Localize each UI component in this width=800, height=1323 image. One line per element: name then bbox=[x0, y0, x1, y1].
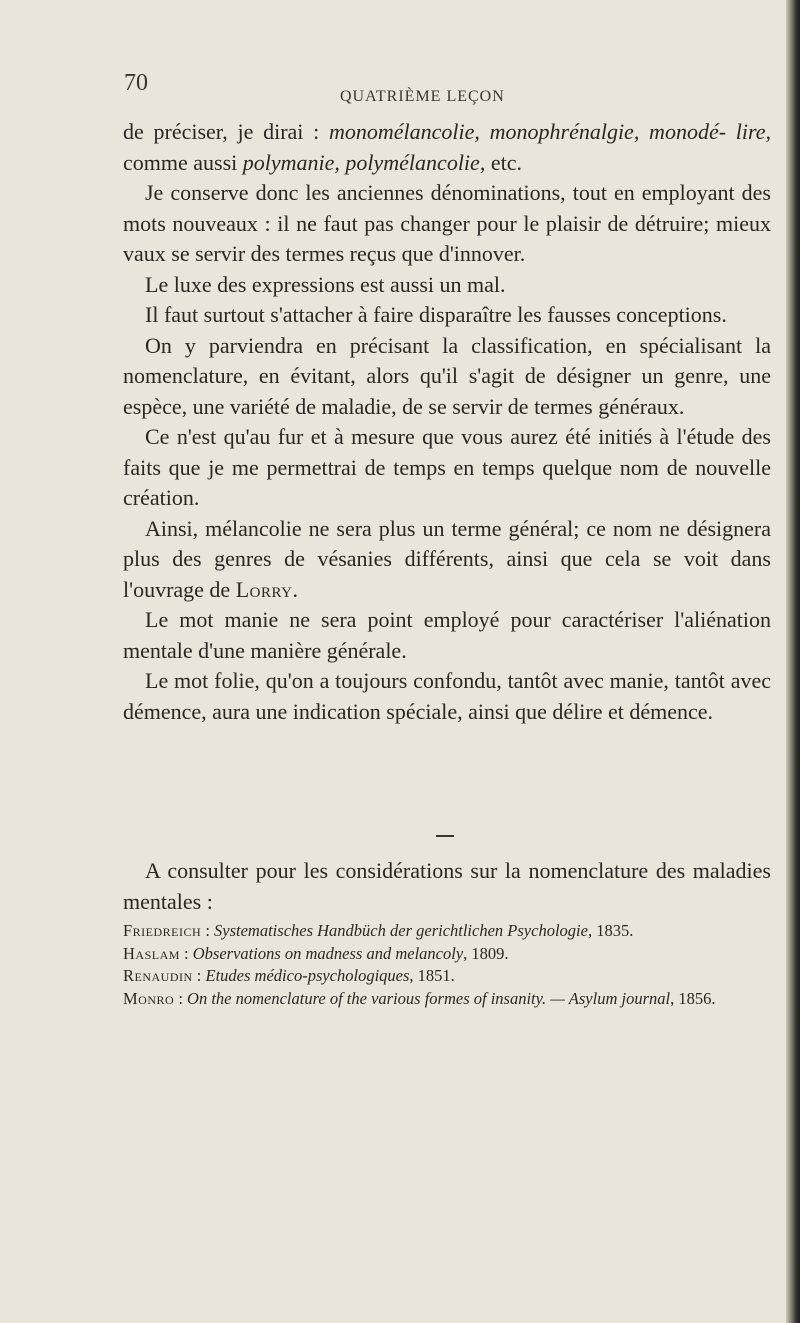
paragraph-7-text-b: . bbox=[292, 576, 298, 602]
reference-author: Haslam bbox=[123, 943, 180, 963]
paragraph-1-term-2: polymanie, polymélancolie bbox=[242, 149, 480, 175]
reference-item bbox=[123, 965, 773, 988]
references-intro bbox=[123, 856, 771, 917]
reference-title: Systematisches Handbüch der gerichtlichen Psychologie bbox=[214, 921, 588, 940]
reference-author: Monro bbox=[123, 988, 175, 1008]
reference-author: Friedreich bbox=[123, 921, 202, 940]
paragraph-1 bbox=[123, 117, 771, 178]
reference-author: Renaudin bbox=[123, 966, 193, 985]
references-list bbox=[123, 920, 773, 1010]
reference-separator: : bbox=[196, 966, 202, 985]
reference-separator: : bbox=[205, 921, 210, 940]
reference-title: Etudes médico-psychologiques bbox=[205, 966, 410, 985]
paragraph-7-text-a: Ainsi, mélancolie ne sera plus un terme général; ce nom ne désignera plus des genres de vésanies différents, ainsi que cela se voit dans l'ouvrage de bbox=[123, 515, 771, 602]
reference-item bbox=[123, 988, 773, 1011]
reference-detail: , 1809. bbox=[463, 943, 509, 963]
page-number: 70 bbox=[124, 70, 148, 96]
reference-item bbox=[123, 943, 773, 966]
section-separator bbox=[436, 835, 454, 837]
paragraph-1-text-b: comme aussi bbox=[123, 149, 243, 175]
reference-detail: , 1856. bbox=[670, 988, 716, 1008]
reference-item bbox=[123, 920, 773, 943]
paragraph-1-text-c: , etc. bbox=[479, 149, 522, 175]
author-name-lorry: Lorry bbox=[235, 576, 293, 602]
paragraph-6: Ce n'est qu'au fur et à mesure que vous aurez été initiés à l'étude des faits que je me permettrai de temps en temps quelque nom de nouvelle création. bbox=[123, 424, 771, 510]
paragraph-9: Le mot folie, qu'on a toujours confondu, tantôt avec manie, tantôt avec démence, aura une indication spéciale, ainsi que délire et démence. bbox=[123, 668, 771, 724]
body-text bbox=[123, 117, 771, 727]
paragraph-8: Le mot manie ne sera point employé pour caractériser l'aliénation mentale d'une manière générale. bbox=[123, 607, 771, 663]
reference-detail: , 1851. bbox=[409, 966, 455, 985]
paragraph-3: Le luxe des expressions est aussi un mal. bbox=[145, 271, 506, 297]
paragraph-1-term-1: monomélancolie, monophrénalgie, monodé- lire, bbox=[328, 119, 772, 144]
reference-detail: , 1835. bbox=[587, 921, 634, 940]
reference-separator: : bbox=[178, 988, 183, 1008]
paragraph-7 bbox=[123, 514, 771, 606]
paragraph-2: Je conserve donc les anciennes dénominations, tout en employant des mots nouveaux : il ne faut pas changer pour le plaisir de détruire; mieux vaux se servir des termes reçus que d'innover. bbox=[123, 180, 771, 266]
reference-title: Observations on madness and melancoly bbox=[192, 943, 464, 963]
reference-separator: : bbox=[184, 943, 189, 963]
references-intro-text: A consulter pour les considérations sur la nomenclature des maladies mentales : bbox=[123, 858, 771, 914]
paragraph-1-text-a: de préciser, je dirai : bbox=[123, 119, 329, 144]
running-head: QUATRIÈME LEÇON bbox=[340, 88, 505, 105]
paragraph-5: On y parviendra en précisant la classification, en spécialisant la nomenclature, en évitant, alors qu'il s'agit de désigner un genre, une espèce, une variété de maladie, de se servir de termes généraux. bbox=[123, 332, 771, 419]
paragraph-4: Il faut surtout s'attacher à faire disparaître les fausses conceptions. bbox=[145, 302, 727, 327]
page-edge-binding bbox=[786, 0, 800, 1323]
reference-title: On the nomenclature of the various formes of insanity. — Asylum journal bbox=[187, 988, 671, 1008]
